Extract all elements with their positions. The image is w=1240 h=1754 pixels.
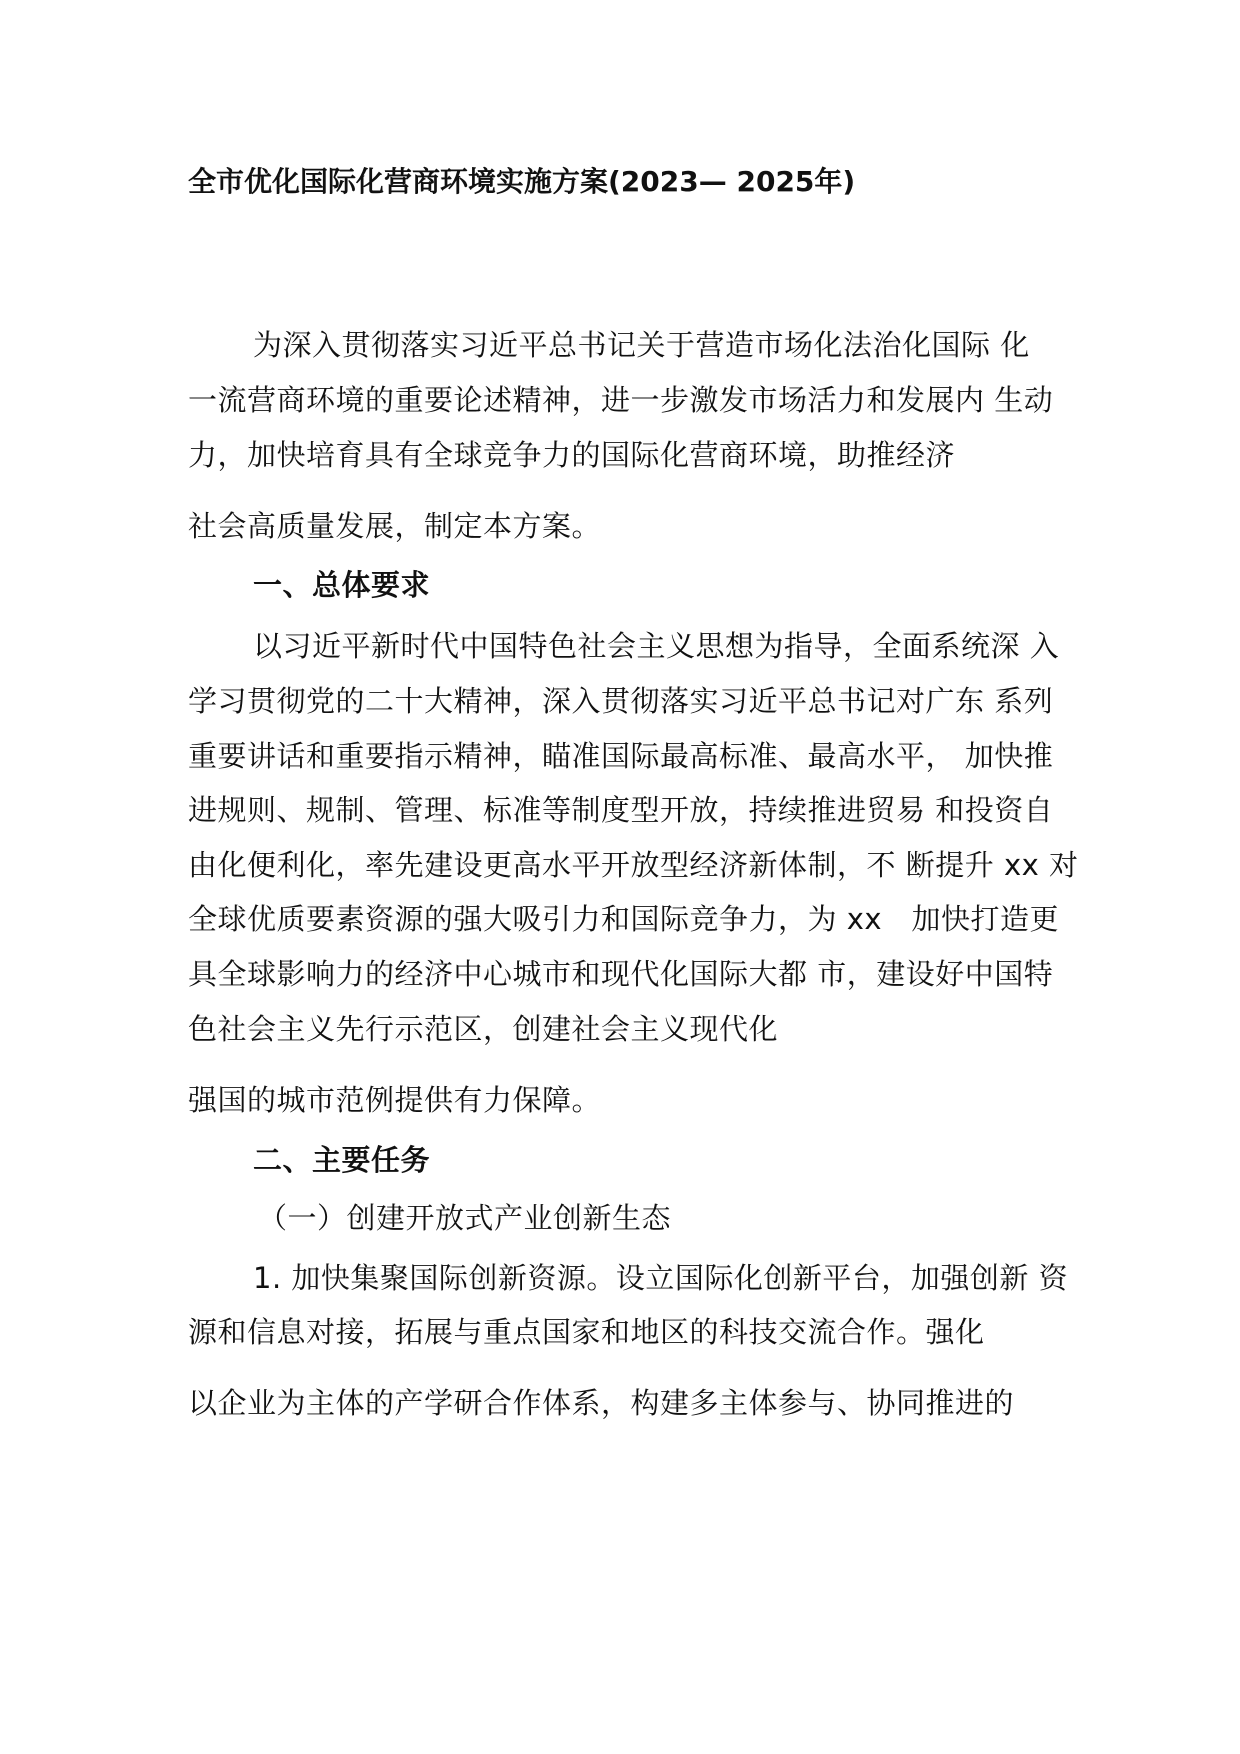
paragraph-line: 学习贯彻党的二十大精神，深入贯彻落实习近平总书记对广东 系列 <box>188 684 1054 718</box>
paragraph-line: 具全球影响力的经济中心城市和现代化国际大都 市，建设好中国特 <box>188 957 1054 991</box>
paragraph-line: 源和信息对接，拓展与重点国家和地区的科技交流合作。强化 <box>188 1315 985 1349</box>
document-title: 全市优化国际化营商环境实施方案(2023— 2025年) <box>188 165 856 198</box>
paragraph-line: 社会高质量发展，制定本方案。 <box>188 509 602 543</box>
paragraph-line: 一流营商环境的重要论述精神，进一步激发市场活力和发展内 生动 <box>188 383 1054 417</box>
paragraph-line: 以企业为主体的产学研合作体系，构建多主体参与、协同推进的 <box>188 1386 1015 1420</box>
paragraph-line: 力，加快培育具有全球竞争力的国际化营商环境，助推经济 <box>188 438 956 472</box>
section-heading: 二、主要任务 <box>253 1143 431 1177</box>
paragraph-line: 1. 加快集聚国际创新资源。设立国际化创新平台，加强创新 资 <box>253 1261 1069 1295</box>
paragraph-line: 由化便利化，率先建设更高水平开放型经济新体制，不 断提升 xx 对 <box>188 848 1079 882</box>
paragraph-line: 全球优质要素资源的强大吸引力和国际竞争力，为 xx 加快打造更 <box>188 902 1060 936</box>
paragraph-line: 重要讲话和重要指示精神，瞄准国际最高标准、最高水平， 加快推 <box>188 739 1054 773</box>
subsection-heading: （一）创建开放式产业创新生态 <box>258 1201 672 1235</box>
paragraph-line: 以习近平新时代中国特色社会主义思想为指导，全面系统深 入 <box>253 629 1060 663</box>
paragraph-line: 为深入贯彻落实习近平总书记关于营造市场化法治化国际 化 <box>253 328 1030 362</box>
paragraph-line: 进规则、规制、管理、标准等制度型开放，持续推进贸易 和投资自 <box>188 793 1054 827</box>
paragraph-line: 色社会主义先行示范区，创建社会主义现代化 <box>188 1012 779 1046</box>
paragraph-line: 强国的城市范例提供有力保障。 <box>188 1083 602 1117</box>
section-heading: 一、总体要求 <box>253 568 431 602</box>
